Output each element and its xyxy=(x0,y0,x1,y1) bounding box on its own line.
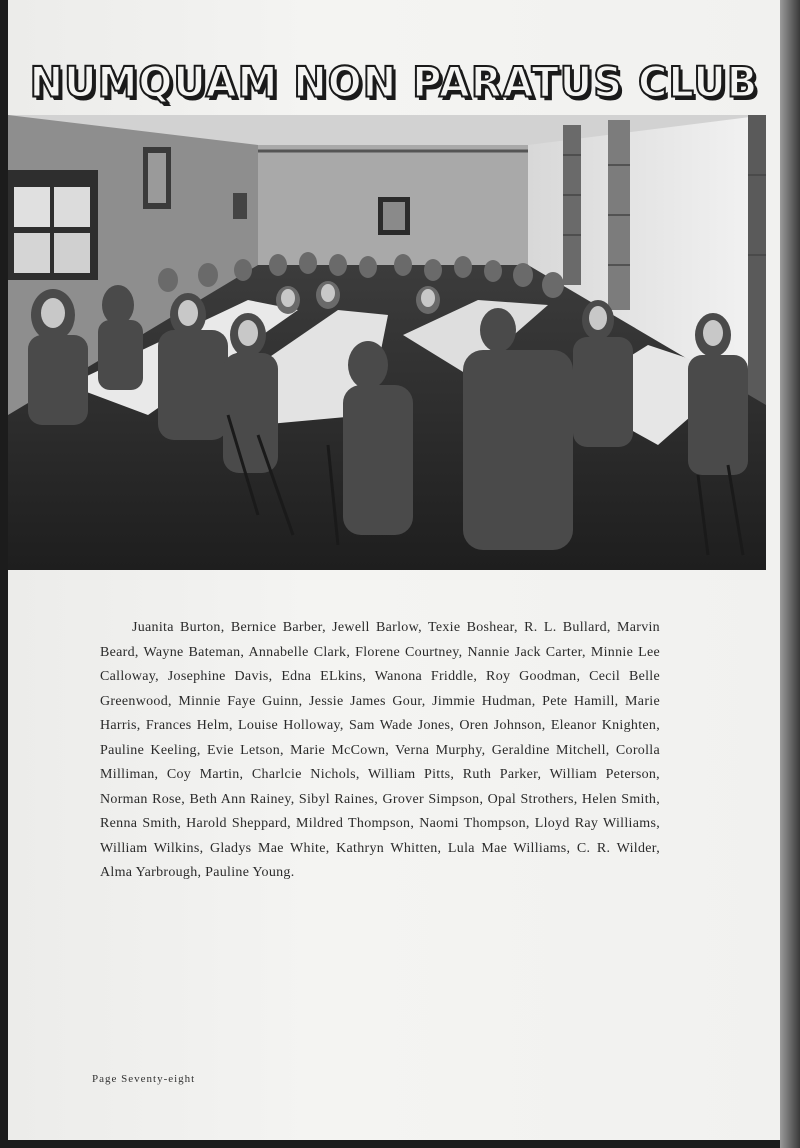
member-names: Juanita Burton, Bernice Barber, Jewell Barlow, Texie Boshear, R. L. Bullard, Marvin Beard, Wayne Bateman, Annabelle Clark, Florene Courtney, Nannie Jack Carter, Minnie Lee Calloway, Josephine Davis, Edna ELkins, Wanona Friddle, Roy Goodman, Cecil Belle Greenwood, Minnie Faye Guinn, Jessie James Gour, Jimmie Hudman, Pete Hamill, Marie Harris, Frances Helm, Louise Holloway, Sam Wade Jones, Oren Johnson, Eleanor Knighten, Pauline Keeling, Evie Letson, Marie McCown, Verna Murphy, Geraldine Mitchell, Corolla Milliman, Coy Martin, Charlcie Nichols, William Pitts, Ruth Parker, William Peterson, Norman Rose, Beth Ann Rainey, Sibyl Raines, Grover Simpson, Opal Strothers, Helen Smith, Renna Smith, Harold Sheppard, Mildred Thompson, Naomi Thompson, Lloyd Ray Williams, William Wilkins, Gladys Mae White, Kathryn Whitten, Lula Mae Williams, C. R. Wilder, Alma Yarbrough, Pauline Young. xyxy=(100,620,660,880)
page-number: Page Seventy-eight xyxy=(92,1073,196,1085)
yearbook-page xyxy=(8,0,780,1140)
club-dinner-photo xyxy=(8,115,766,570)
page-edge-shadow xyxy=(780,0,800,1148)
page-title: NUMQUAM NON PARATUS CLUB xyxy=(29,58,759,108)
dining-room-scene xyxy=(8,115,766,570)
